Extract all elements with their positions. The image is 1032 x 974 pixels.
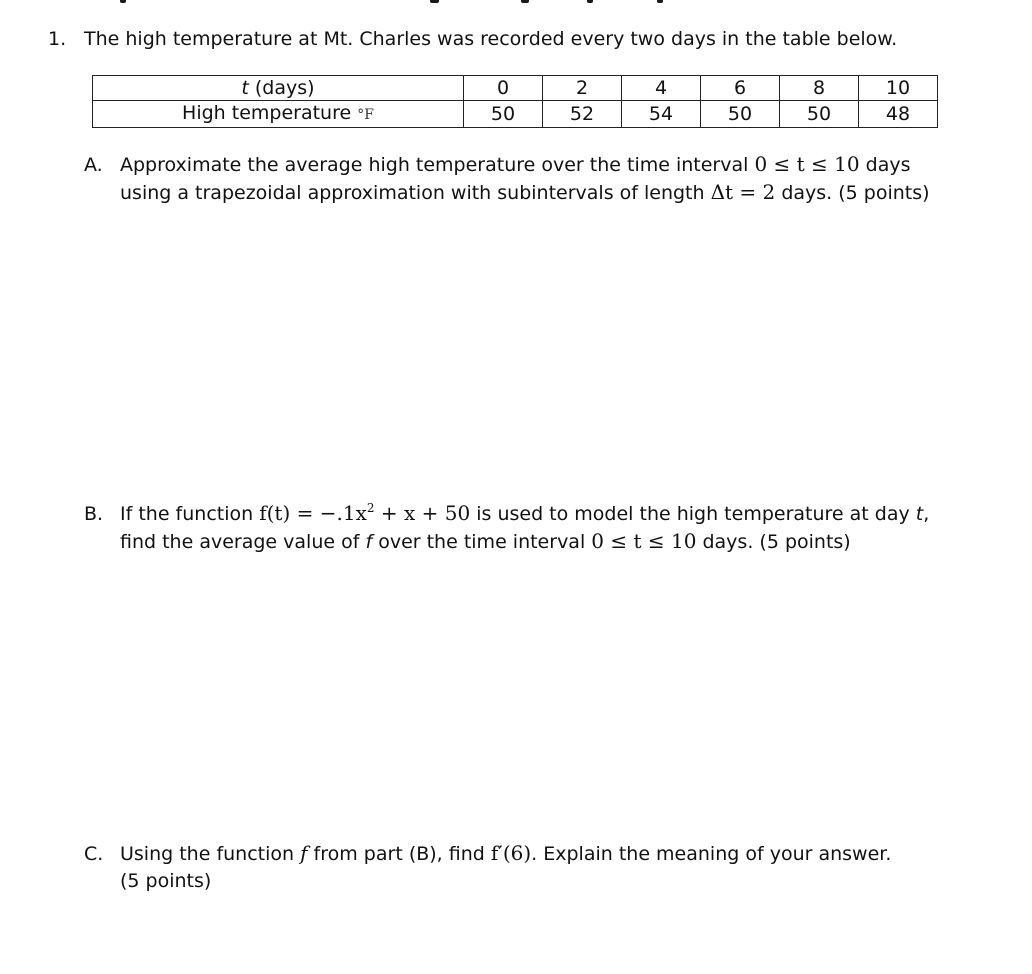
table-cell: 6 [701, 76, 780, 101]
math-expression: 0 ≤ t ≤ 10 [754, 152, 860, 176]
table-cell: 52 [543, 101, 622, 128]
question-number: 1. [48, 28, 67, 50]
row-label-temperature: High temperature °F [93, 101, 464, 128]
cropped-header-fragment [0, 0, 1032, 7]
table-cell: 50 [701, 101, 780, 128]
part-c-line-2: (5 points) [120, 870, 212, 892]
table-cell: 2 [543, 76, 622, 101]
math-expression: Δt = 2 [710, 180, 776, 204]
row-label-days: t (days) [93, 76, 464, 101]
part-b: B. If the function $f(t) = -.1x^2 + x + 50$ is used to model the high temperature at day t, find the average value of f over the time interval 0 ≤ t ≤ 10 days. (5 points) [84, 495, 929, 556]
math-expression: 0 ≤ t ≤ 10 [591, 529, 697, 553]
table-cell: 50 [464, 101, 543, 128]
part-letter: C. [84, 843, 104, 865]
math-expression: $f(t) = -.1x^2 + x + 50$ [259, 501, 471, 525]
table-cell: 54 [622, 101, 701, 128]
part-letter: A. [84, 154, 103, 176]
question-text: The high temperature at Mt. Charles was recorded every two days in the table below. [84, 28, 898, 50]
table-cell: 8 [780, 76, 859, 101]
math-expression: f′(6) [490, 841, 532, 865]
part-a-line-2: using a trapezoidal approximation with subintervals of length Δt = 2 days. (5 points) [120, 180, 930, 204]
table-cell: 48 [859, 101, 938, 128]
part-c: C. Using the function f from part (B), find f′(6). Explain the meaning of your answer. (5 points) [84, 840, 891, 895]
table-cell: 50 [780, 101, 859, 128]
question-1 [48, 28, 897, 50]
part-a: A. Approximate the average high temperature over the time interval 0 ≤ t ≤ 10 days using a trapezoidal approximation with subintervals of length Δt = 2 days. (5 points) [84, 151, 930, 207]
part-b-line-2: find the average value of f over the time interval 0 ≤ t ≤ 10 days. (5 points) [120, 529, 851, 553]
temperature-table [92, 75, 938, 128]
unit-fahrenheit: °F [357, 107, 374, 123]
table-cell: 4 [622, 76, 701, 101]
table-cell: 0 [464, 76, 543, 101]
table-row-days [93, 76, 938, 101]
part-letter: B. [84, 503, 104, 525]
table-row-temperature [93, 101, 938, 128]
table-cell: 10 [859, 76, 938, 101]
